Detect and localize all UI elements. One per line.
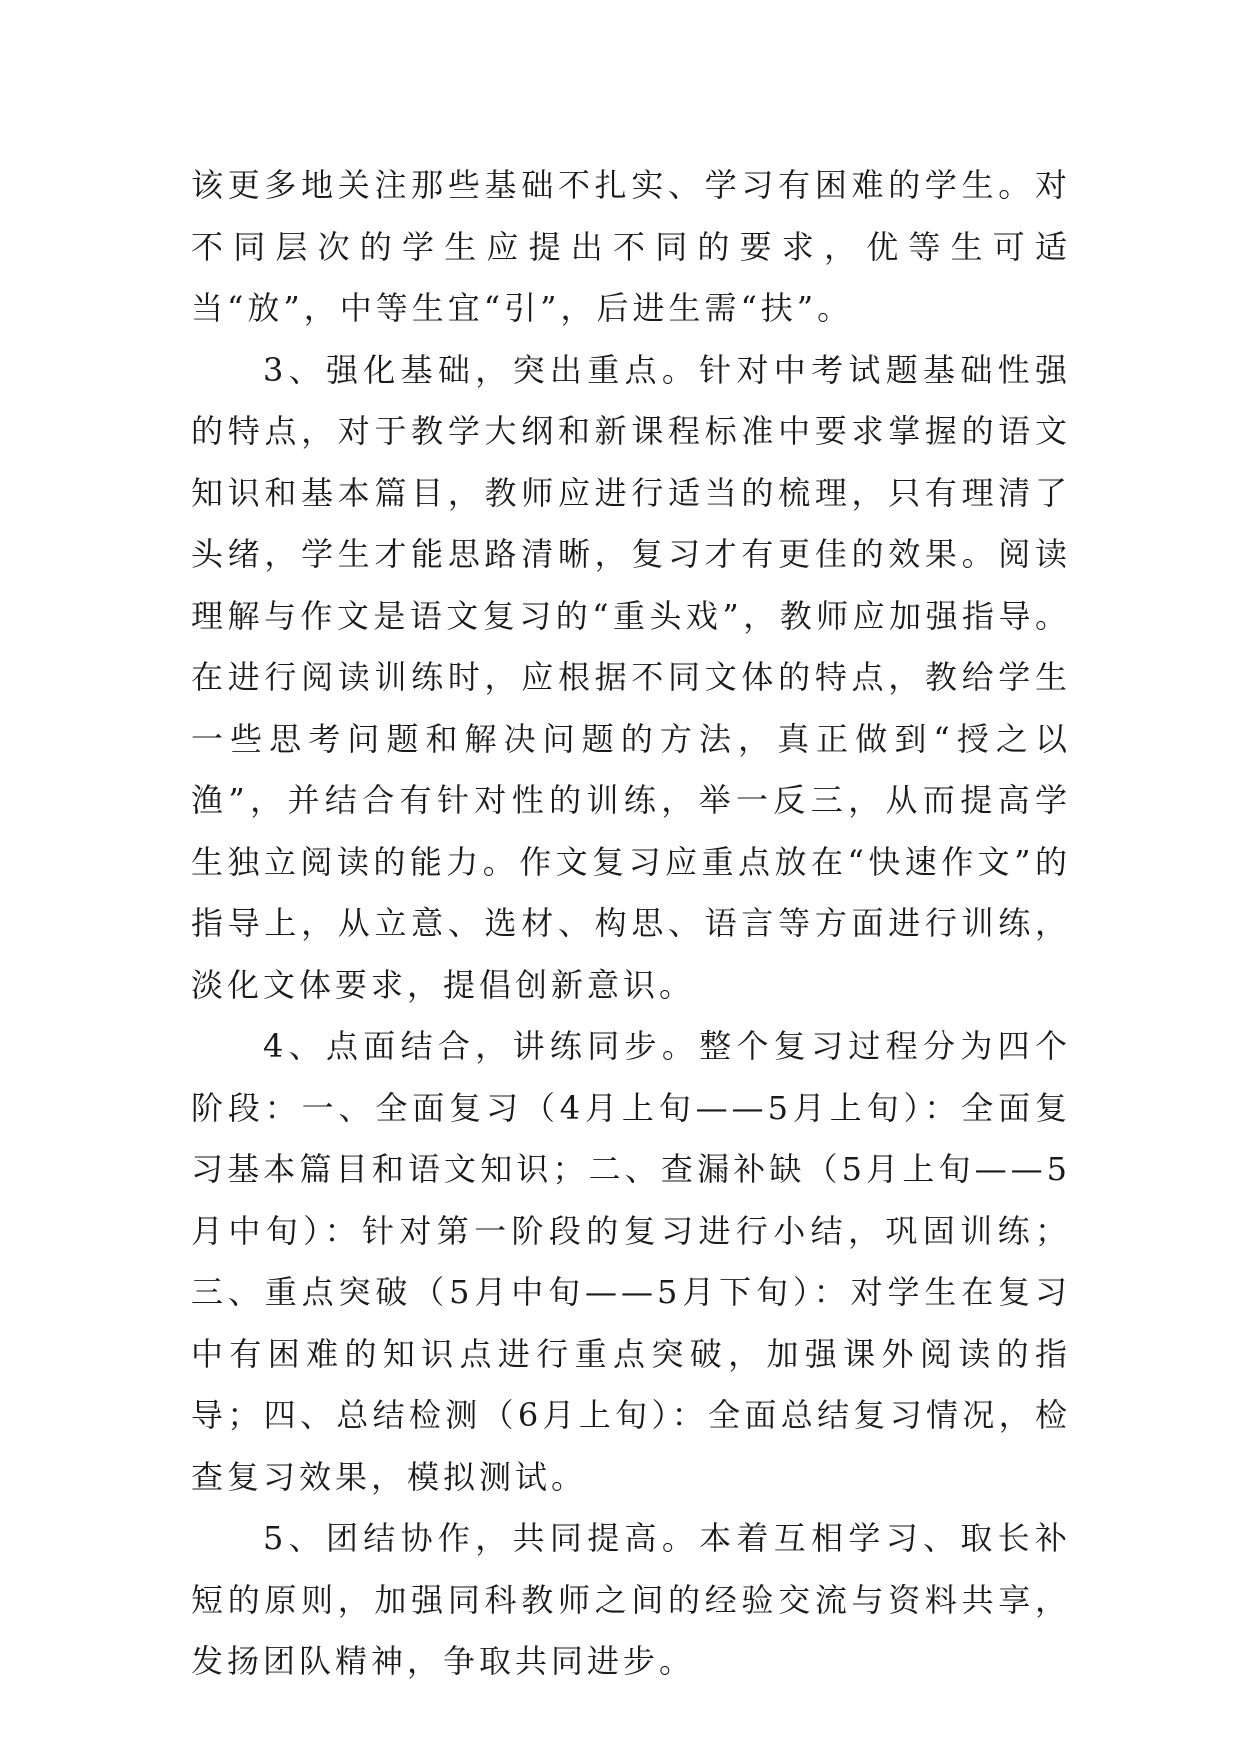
paragraph-continuation: 该更多地关注那些基础不扎实、学习有困难的学生。对不同层次的学生应提出不同的要求，优等生可适当“放”，中等生宜“引”，后进生需“扶”。 bbox=[191, 166, 1071, 327]
body-text bbox=[191, 155, 1071, 1693]
paragraph-4-review-stages: 4、点面结合，讲练同步。整个复习过程分为四个阶段：一、全面复习（4月上旬——5月上旬）：全面复习基本篇目和语文知识；二、查漏补缺（5月上旬——5月中旬）：针对第一阶段的复习进行小结，巩固训练；三、重点突破（5月中旬——5月下旬）：对学生在复习中有困难的知识点进行重点突破，加强课外阅读的指导；四、总结检测（6月上旬）：全面总结复习情况，检查复习效果，模拟测试。 bbox=[191, 1027, 1071, 1496]
paragraph-3-strengthen-basics: 3、强化基础，突出重点。针对中考试题基础性强的特点，对于教学大纲和新课程标准中要求掌握的语文知识和基本篇目，教师应进行适当的梳理，只有理清了头绪，学生才能思路清晰，复习才有更佳的效果。阅读理解与作文是语文复习的“重头戏”，教师应加强指导。在进行阅读训练时，应根据不同文体的特点，教给学生一些思考问题和解决问题的方法，真正做到“授之以渔”，并结合有针对性的训练，举一反三，从而提高学生独立阅读的能力。作文复习应重点放在“快速作文”的指导上，从立意、选材、构思、语言等方面进行训练，淡化文体要求，提倡创新意识。 bbox=[191, 350, 1071, 1004]
paragraph-5-teamwork: 5、团结协作，共同提高。本着互相学习、取长补短的原则，加强同科教师之间的经验交流与资料共享，发扬团队精神，争取共同进步。 bbox=[191, 1519, 1071, 1680]
